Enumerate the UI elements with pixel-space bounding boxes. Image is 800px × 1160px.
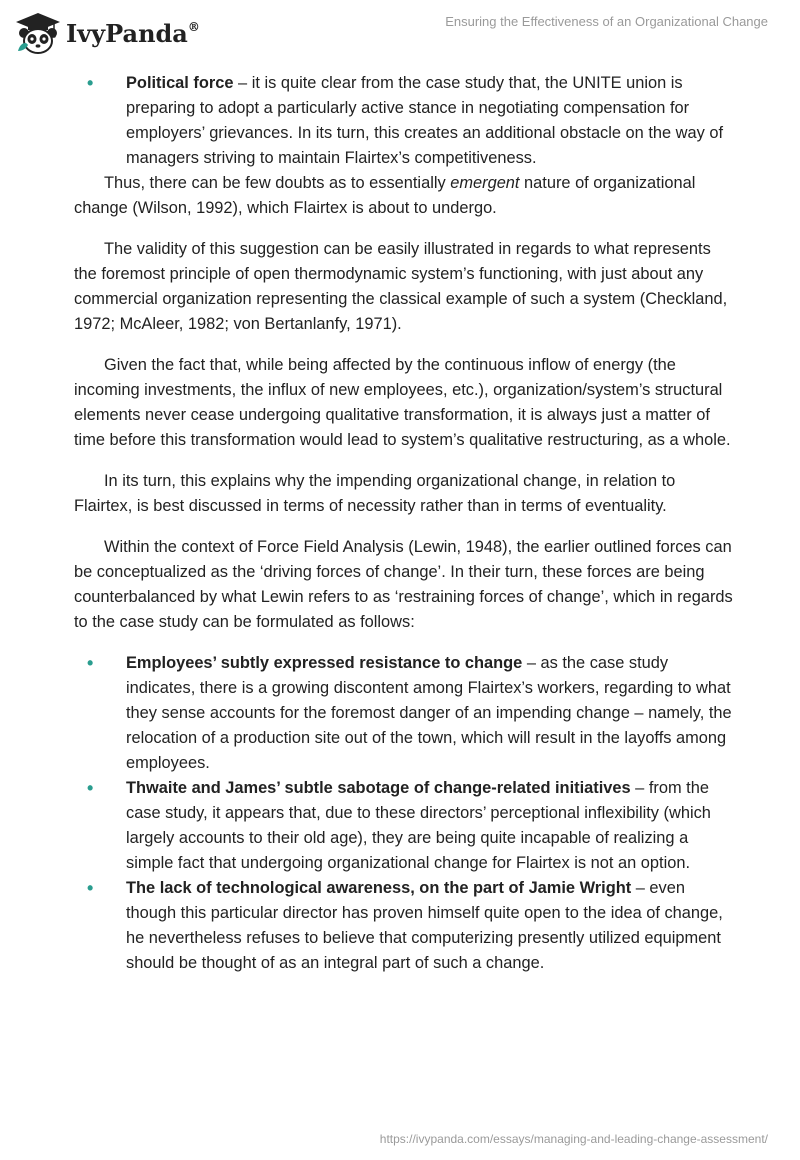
paragraph: In its turn, this explains why the impending organizational change, in relation to Flairtex, is best discussed in terms of necessity rather than in terms of eventuality. — [74, 472, 676, 515]
paragraph: Within the context of Force Field Analysis (Lewin, 1948), the earlier outlined forces can be conceptualized as the ‘driving forces of change’. In their turn, these forces are being counterbalanced by what Lewin refers to as ‘restraining forces of change’, which in regards to the case study can be formulated as follows: — [74, 538, 733, 631]
bullet-icon: • — [87, 73, 94, 93]
brand-logo[interactable] — [14, 8, 200, 58]
list-item-heading: Thwaite and James’ subtle sabotage of change-related initiatives — [126, 779, 631, 797]
bullet-icon: • — [87, 778, 94, 798]
paragraph: Given the fact that, while being affected by the continuous inflow of energy (the incoming investments, the influx of new employees, etc.), organization/system’s structural elements never cease undergoing qualitative transformation, it is always just a matter of time before this transformation would lead to system’s qualitative restructuring, as a whole. — [74, 356, 731, 449]
list-item-text: – it is quite clear from the case study that, the UNITE union is preparing to adopt a particularly active stance in negotiating compensation for employers’ grievances. In its turn, this creates an additional obstacle on the way of managers striving to maintain Flairtex’s competitiveness. — [126, 74, 724, 167]
paragraph: The validity of this suggestion can be easily illustrated in regards to what represents the foremost principle of open thermodynamic system’s functioning, with just about any commercial organization representing the classical example of such a system (Checkland, 1972; McAleer, 1982; von Bertanlanfy, 1971). — [74, 240, 728, 333]
list-item-text: – as the case study indicates, there is a growing discontent among Flairtex’s workers, regarding to what they sense accounts for the foremost danger of an impending change – namely, the relocation of a production site out of the town, which will result in the layoffs among employees. — [126, 654, 732, 772]
list-item-heading: Employees’ subtly expressed resistance to change — [126, 654, 523, 672]
paragraph: Thus, there can be few doubts as to essentially emergent nature of organizational change (Wilson, 1992), which Flairtex is about to undergo. — [74, 174, 696, 217]
list-item — [74, 71, 734, 171]
bullet-icon: • — [87, 878, 94, 898]
list-item-heading: Political force — [126, 74, 234, 92]
list-item — [74, 651, 734, 776]
list-item-text: – even though this particular director has proven himself quite open to the idea of change, he nevertheless refuses to believe that computerizing presently utilized equipment should be thought of as an integral part of such a change. — [126, 879, 723, 972]
list-item-text: – from the case study, it appears that, due to these directors’ perceptional inflexibility (which largely accounts to their old age), they are being quite incapable of realizing a simple fact that undergoing organizational change for Flairtex is not an option. — [126, 779, 711, 872]
source-url-link[interactable]: https://ivypanda.com/essays/managing-and-leading-change-assessment/ — [379, 1132, 768, 1146]
driving-forces-list — [74, 71, 734, 171]
list-item — [74, 876, 734, 976]
document-title: Ensuring the Effectiveness of an Organizational Change — [445, 14, 768, 29]
list-item — [74, 776, 734, 876]
emphasis-text: emergent — [450, 174, 520, 192]
brand-name: IvyPanda® — [66, 18, 200, 48]
panda-icon — [14, 11, 62, 55]
restraining-forces-list — [74, 651, 734, 976]
bullet-icon: • — [87, 653, 94, 673]
list-item-heading: The lack of technological awareness, on the part of Jamie Wright — [126, 879, 632, 897]
essay-body — [74, 71, 734, 976]
